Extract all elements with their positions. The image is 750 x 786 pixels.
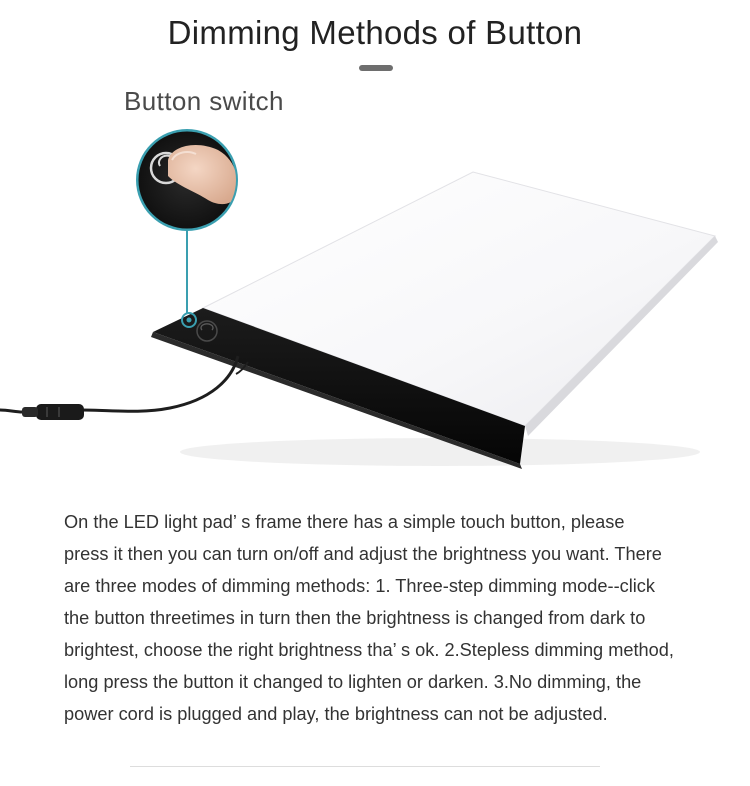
description-line: brightest, choose the right brightness tha’ s ok. 2.Stepless dimming method, [64, 640, 674, 660]
title-underline-bar [359, 65, 393, 71]
power-cable [82, 356, 238, 411]
section-subtitle: Button switch [124, 86, 284, 116]
footer-divider [130, 766, 600, 767]
page-title: Dimming Methods of Button [167, 14, 583, 51]
description-line: power cord is plugged and play, the brightness can not be adjusted. [64, 704, 608, 724]
pad-light-surface [203, 172, 715, 426]
description-line: press it then you can turn on/off and adjust the brightness you want. There [64, 544, 662, 564]
description-text [64, 506, 724, 730]
description-line: the button threetimes in turn then the brightness is changed from dark to [64, 608, 646, 628]
description-line: are three modes of dimming methods: 1. Three-step dimming mode--click [64, 576, 655, 596]
description-line: On the LED light pad’ s frame there has a simple touch button, please [64, 512, 625, 532]
led-light-pad-illustration [0, 120, 750, 490]
pad-shadow [180, 438, 700, 466]
button-zoom-callout [136, 129, 238, 231]
description-line: long press the button it changed to lighten or darken. 3.No dimming, the [64, 672, 642, 692]
